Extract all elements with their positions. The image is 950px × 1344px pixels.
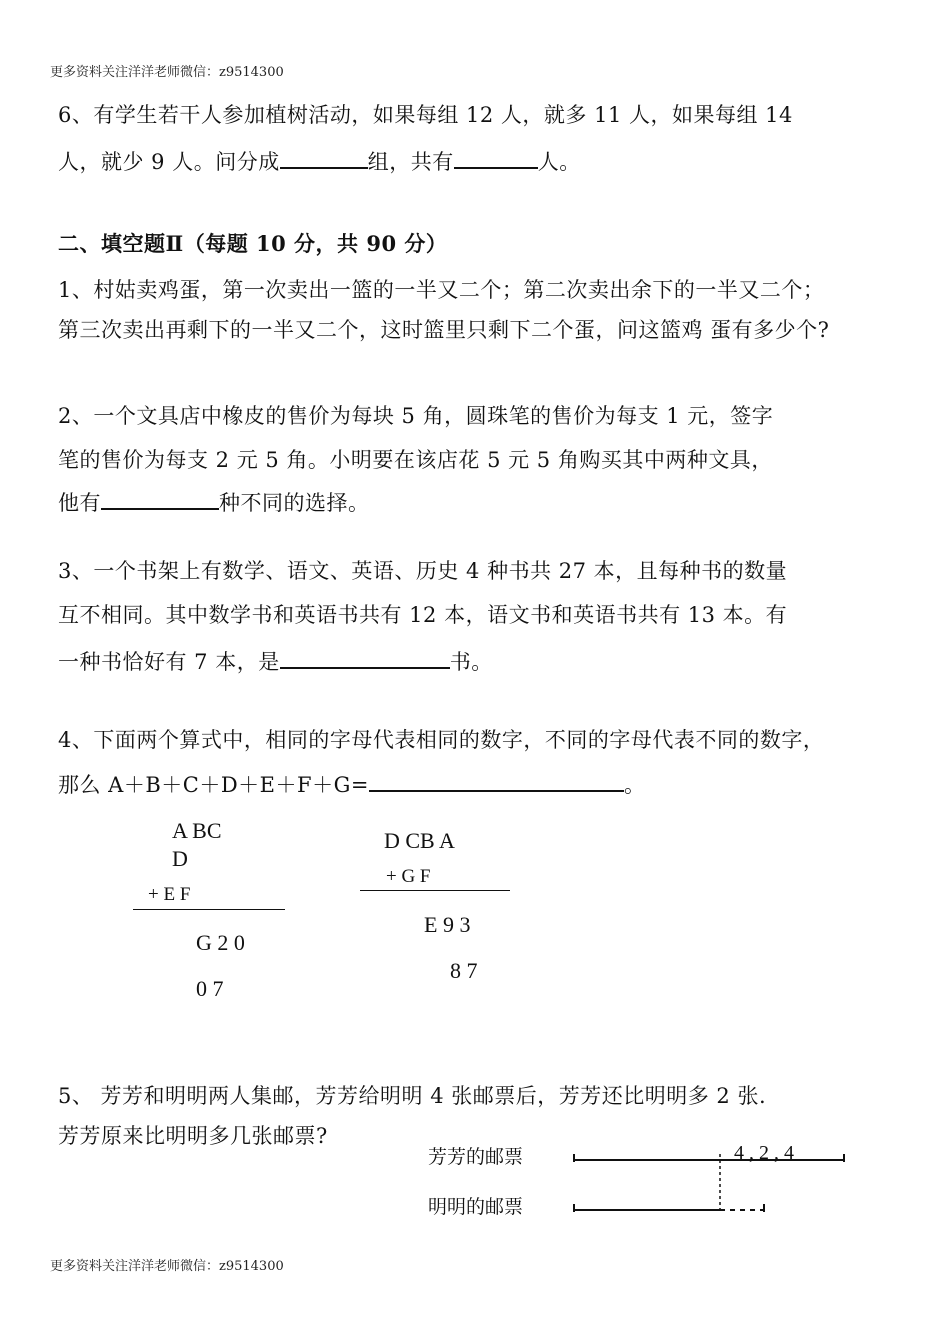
p2-blank[interactable] [101, 488, 219, 510]
q6-blank-people[interactable] [454, 147, 538, 169]
fangfang-bar [574, 1154, 844, 1162]
left-calc-row2: D [172, 846, 188, 871]
p5-line2: 芳芳原来比明明多几张邮票? [58, 1124, 328, 1148]
p3-blank[interactable] [280, 647, 450, 669]
p4-text-b: 。 [623, 773, 646, 797]
p4-line1: 4、下面两个算式中，相同的字母代表相同的数字，不同的字母代表不同的数字， [58, 728, 825, 752]
q6-text-c: 人。 [537, 150, 581, 174]
left-calc-row3: + E F [148, 884, 191, 905]
right-calc-line [360, 890, 510, 891]
p3-text-a: 一种书恰好有 7 本，是 [58, 650, 280, 674]
p2-text-a: 他有 [58, 491, 101, 515]
p3-line1: 3、一个书架上有数学、语文、英语、历史 4 种书共 27 本，且每种书的数量 [58, 559, 788, 583]
p1-line2: 第三次卖出再剩下的一半又二个，这时篮里只剩下二个蛋，问这篮鸡 蛋有多少个? [58, 318, 830, 342]
right-calc-row2: + G F [386, 866, 431, 887]
mingming-bar [574, 1204, 764, 1212]
left-calc-row5: 0 7 [196, 976, 224, 1001]
footer-note: 更多资料关注洋洋老师微信：z9514300 [50, 1259, 284, 1274]
diagram-label-mingming: 明明的邮票 [428, 1196, 524, 1218]
p3-line3 [58, 647, 493, 676]
p1-line1: 1、村姑卖鸡蛋，第一次卖出一篮的一半又二个；第二次卖出余下的一半又二个； [58, 278, 825, 302]
left-calc-row1: A BC [172, 818, 222, 843]
section-title: 二、填空题Ⅱ（每题 10 分，共 90 分） [58, 231, 448, 256]
p4-line2 [58, 770, 645, 799]
diagram-label-fangfang: 芳芳的邮票 [428, 1146, 524, 1168]
left-calc-line [133, 909, 285, 910]
p2-line1: 2、一个文具店中橡皮的售价为每块 5 角，圆珠笔的售价为每支 1 元，签字 [58, 404, 774, 428]
p4-blank[interactable] [369, 770, 624, 792]
p3-line2: 互不相同。其中数学书和英语书共有 12 本，语文书和英语书共有 13 本。有 [58, 603, 788, 627]
q6-line1: 6、有学生若干人参加植树活动，如果每组 12 人，就多 11 人，如果每组 14 [58, 103, 793, 127]
p4-text-a: 那么 A＋B＋C＋D＋E＋F＋G= [58, 773, 369, 797]
q6-line2 [58, 147, 581, 176]
q6-text-a: 人，就少 9 人。问分成 [58, 150, 280, 174]
stamp-diagram [560, 1140, 860, 1220]
q6-blank-groups[interactable] [280, 147, 368, 169]
p2-line3 [58, 488, 370, 517]
p5-line1: 5、 芳芳和明明两人集邮，芳芳给明明 4 张邮票后，芳芳还比明明多 2 张. [58, 1084, 767, 1108]
q6-text-b: 组，共有 [367, 150, 454, 174]
right-calc-row1: D CB A [384, 828, 455, 853]
left-calc-row4: G 2 0 [196, 930, 245, 955]
p2-text-b: 种不同的选择。 [219, 491, 370, 515]
right-calc-row3: E 9 3 [424, 912, 471, 937]
header-note: 更多资料关注洋洋老师微信：z9514300 [50, 65, 284, 80]
p3-text-b: 书。 [449, 650, 493, 674]
diagram-numbers: 4 , 2 , 4 [734, 1142, 794, 1164]
p2-line2: 笔的售价为每支 2 元 5 角。小明要在该店花 5 元 5 角购买其中两种文具， [58, 448, 773, 472]
right-calc-row4: 8 7 [450, 958, 478, 983]
